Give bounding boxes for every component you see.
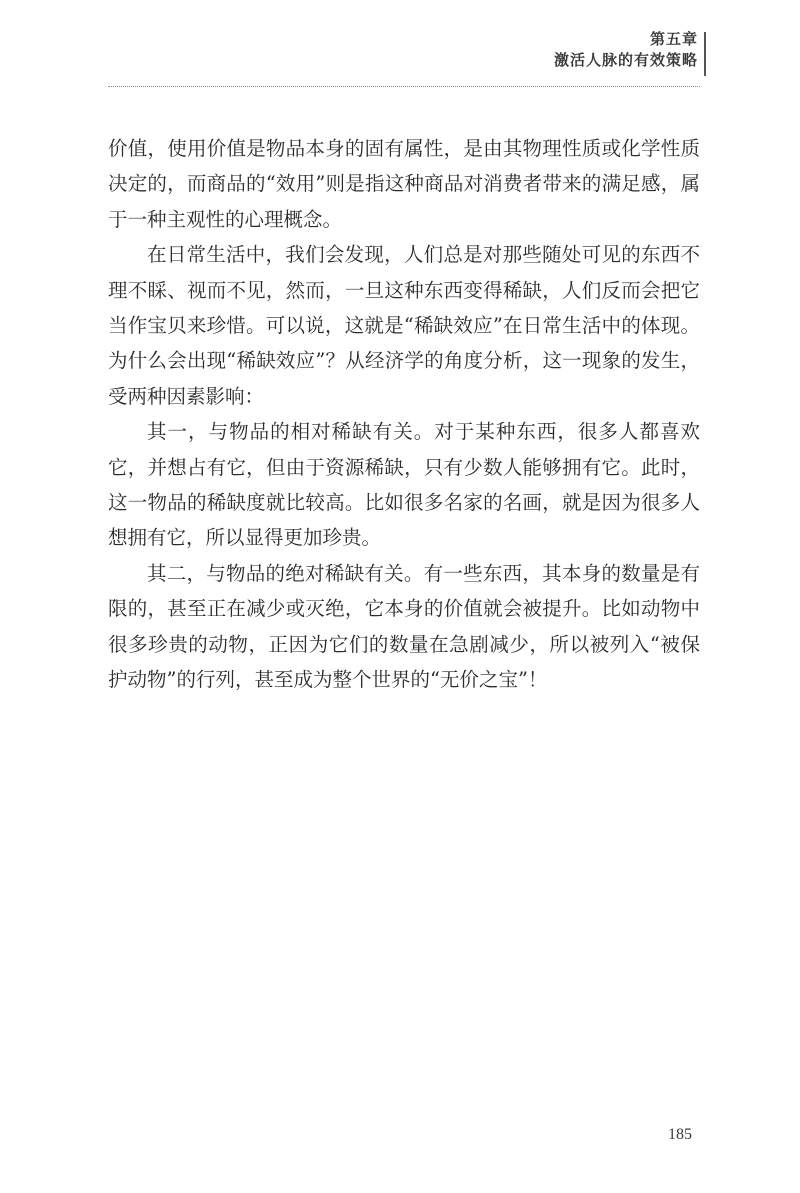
paragraph-continued: 价值，使用价值是物品本身的固有属性，是由其物理性质或化学性质决定的，而商品的“效用”则是指这种商品对消费者带来的满足感，属于一种主观性的心理概念。 <box>108 137 700 231</box>
header-dotted-divider <box>108 86 700 87</box>
running-header <box>554 30 698 70</box>
paragraph: 其一，与物品的相对稀缺有关。对于某种东西，很多人都喜欢它，并想占有它，但由于资源稀缺，只有少数人能够拥有它。此时，这一物品的稀缺度就比较高。比如很多名家的名画，就是因为很多人想拥有它，所以显得更加珍贵。 <box>108 420 700 550</box>
paragraph: 其二，与物品的绝对稀缺有关。有一些东西，其本身的数量是有限的，甚至正在减少或灭绝，它本身的价值就会被提升。比如动物中很多珍贵的动物，正因为它们的数量在急剧减少，所以被列入“被保护动物”的行列，甚至成为整个世界的“无价之宝”！ <box>108 561 700 692</box>
chapter-number: 第五章 <box>649 30 698 48</box>
page-number: 185 <box>668 1126 692 1143</box>
body-text <box>108 131 700 698</box>
header-vertical-rule <box>704 32 706 76</box>
paragraph: 在日常生活中，我们会发现，人们总是对那些随处可见的东西不理不睬、视而不见，然而，一旦这种东西变得稀缺，人们反而会把它当作宝贝来珍惜。可以说，这就是“稀缺效应”在日常生活中的体现。为什么会出现“稀缺效应”？从经济学的角度分析，这一现象的发生，受两种因素影响： <box>108 243 700 408</box>
chapter-title: 激活人脉的有效策略 <box>553 50 698 69</box>
